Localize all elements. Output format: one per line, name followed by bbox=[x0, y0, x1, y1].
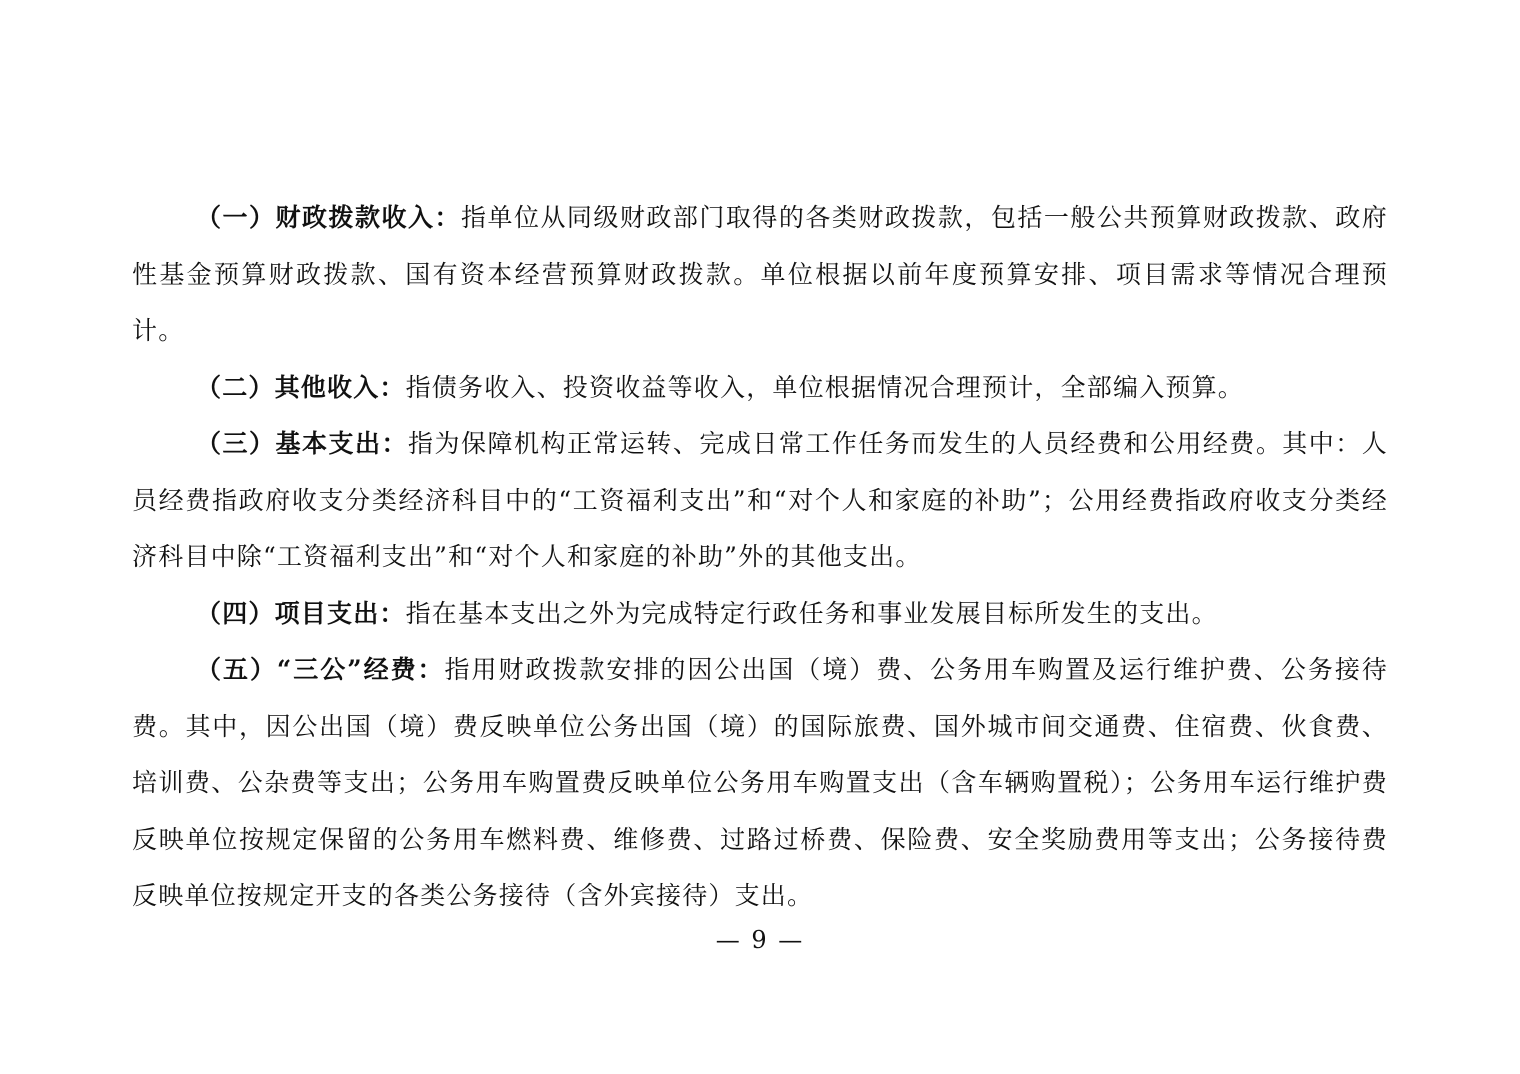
term-heading: （四）项目支出： bbox=[196, 598, 406, 628]
term-heading: （二）其他收入： bbox=[196, 372, 406, 402]
term-definition: 指在基本支出之外为完成特定行政任务和事业发展目标所发生的支出。 bbox=[405, 598, 1218, 628]
term-definition: 指债务收入、投资收益等收入，单位根据情况合理预计，全部编入预算。 bbox=[405, 372, 1245, 402]
paragraph-project-expenditure bbox=[132, 586, 1388, 643]
page-number: — 9 — bbox=[715, 926, 805, 954]
paragraph-fiscal-appropriation-income bbox=[132, 190, 1388, 360]
term-heading: （一）财政拨款收入： bbox=[196, 203, 461, 232]
term-definition: 指用财政拨款安排的因公出国（境）费、公务用车购置及运行维护费、公务接待费。其中，因公出国（境）费反映单位公务出国（境）的国际旅费、国外城市间交通费、住宿费、伙食费、培训费、公杂费等支出；公务用车购置费反映单位公务用车购置支出（含车辆购置税）；公务用车运行维护费反映单位按规定保留的公务用车燃料费、维修费、过路过桥费、保险费、安全奖励费用等支出；公务接待费反映单位按规定开支的各类公务接待（含外宾接待）支出。 bbox=[132, 655, 1388, 910]
term-heading: （五）“三公”经费： bbox=[196, 655, 445, 684]
term-definition: 指单位从同级财政部门取得的各类财政拨款，包括一般公共预算财政拨款、政府性基金预算财政拨款、国有资本经营预算财政拨款。单位根据以前年度预算安排、项目需求等情况合理预计。 bbox=[132, 203, 1388, 345]
paragraph-three-public-expenses bbox=[132, 642, 1388, 925]
paragraph-other-income bbox=[132, 360, 1388, 417]
term-definition: 指为保障机构正常运转、完成日常工作任务而发生的人员经费和公用经费。其中：人员经费指政府收支分类经济科目中的“工资福利支出”和“对个人和家庭的补助”；公用经费指政府收支分类经济科目中除“工资福利支出”和“对个人和家庭的补助”外的其他支出。 bbox=[132, 429, 1388, 571]
term-heading: （三）基本支出： bbox=[196, 429, 408, 458]
document-body bbox=[132, 190, 1388, 925]
paragraph-basic-expenditure bbox=[132, 416, 1388, 586]
